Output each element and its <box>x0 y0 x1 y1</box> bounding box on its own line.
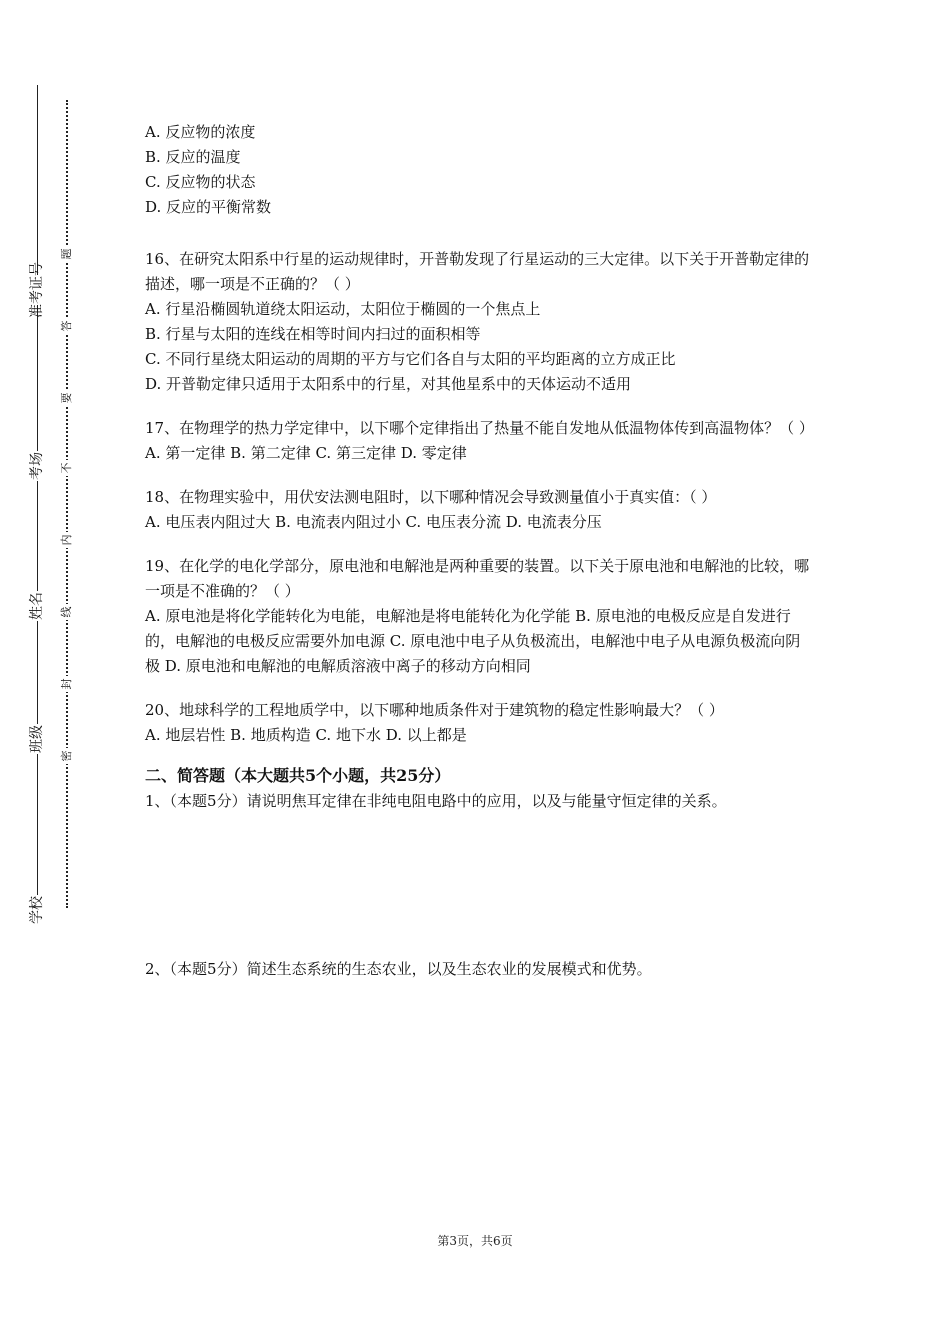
page-footer: 第3页，共6页 <box>437 1234 513 1248</box>
question-stem: 18、在物理实验中，用伏安法测电阻时，以下哪种情况会导致测量值小于真实值：（ ） <box>145 488 717 506</box>
seal-char: 内 <box>59 532 75 548</box>
binding-margin <box>0 0 120 1344</box>
question-15-options <box>145 120 810 220</box>
option: A. 反应物的浓度 <box>145 123 256 141</box>
seal-char: 封 <box>59 676 75 692</box>
exam-room-label: 考场 <box>17 451 57 481</box>
seal-char: 不 <box>59 460 75 476</box>
question-stem: 19、在化学的电化学部分，原电池和电解池是两种重要的装置。以下关于原电池和电解池的比较，哪一项是不准确的？（ ） <box>145 557 810 600</box>
question-18 <box>145 485 810 535</box>
seal-char: 线 <box>59 604 75 620</box>
question-20 <box>145 698 810 748</box>
school-label: 学校 <box>17 895 57 925</box>
question-stem: 20、地球科学的工程地质学中，以下哪种地质条件对于建筑物的稳定性影响最大？（ ） <box>145 701 724 719</box>
options: A. 电压表内阻过大 B. 电流表内阻过小 C. 电压表分流 D. 电流表分压 <box>145 513 602 531</box>
seal-dotted-line <box>66 100 68 908</box>
seal-char: 答 <box>59 318 75 334</box>
options: A. 地层岩性 B. 地质构造 C. 地下水 D. 以上都是 <box>145 726 467 744</box>
exam-number-label: 准考证号 <box>17 275 57 305</box>
option: C. 反应物的状态 <box>145 173 256 191</box>
question-stem: 17、在物理学的热力学定律中，以下哪个定律指出了热量不能自发地从低温物体传到高温物体？（ ） <box>145 419 814 437</box>
answer-space-1 <box>145 814 810 957</box>
option: B. 反应的温度 <box>145 148 241 166</box>
question-17 <box>145 416 814 466</box>
options: A. 原电池是将化学能转化为电能，电解池是将电能转化为化学能 B. 原电池的电极反应是自发进行的，电解池的电极反应需要外加电源 C. 原电池中电子从负极流出，电解池中电子从电源负极流向阴极 D. 原电池和电解池的电解质溶液中离子的移动方向相同 <box>145 607 801 675</box>
question-16 <box>145 247 810 397</box>
question-19 <box>145 554 810 679</box>
options: A. 第一定律 B. 第二定律 C. 第三定律 D. 零定律 <box>145 444 467 462</box>
seal-char: 题 <box>59 246 75 262</box>
option: A. 行星沿椭圆轨道绕太阳运动，太阳位于椭圆的一个焦点上 <box>145 300 541 318</box>
class-label: 班级 <box>17 724 57 754</box>
section-title: 二、简答题（本大题共5个小题，共25分） <box>145 766 451 785</box>
question-content <box>145 120 814 982</box>
seal-char: 密 <box>59 748 75 764</box>
option: C. 不同行星绕太阳运动的周期的平方与它们各自与太阳的平均距离的立方成正比 <box>145 350 676 368</box>
short-answer-2: 2、（本题5分）简述生态系统的生态农业，以及生态农业的发展模式和优势。 <box>145 960 652 978</box>
option: B. 行星与太阳的连线在相等时间内扫过的面积相等 <box>145 325 481 343</box>
name-label: 姓名 <box>17 591 57 621</box>
option: D. 反应的平衡常数 <box>145 198 272 216</box>
option: D. 开普勒定律只适用于太阳系中的行星，对其他星系中的天体运动不适用 <box>145 375 632 393</box>
binding-solid-line <box>37 85 38 920</box>
short-answer-1: 1、（本题5分）请说明焦耳定律在非纯电阻电路中的应用，以及与能量守恒定律的关系。 <box>145 792 727 810</box>
seal-char: 要 <box>59 390 75 406</box>
question-stem: 16、在研究太阳系中行星的运动规律时，开普勒发现了行星运动的三大定律。以下关于开普勒定律的描述，哪一项是不正确的？（ ） <box>145 250 810 293</box>
